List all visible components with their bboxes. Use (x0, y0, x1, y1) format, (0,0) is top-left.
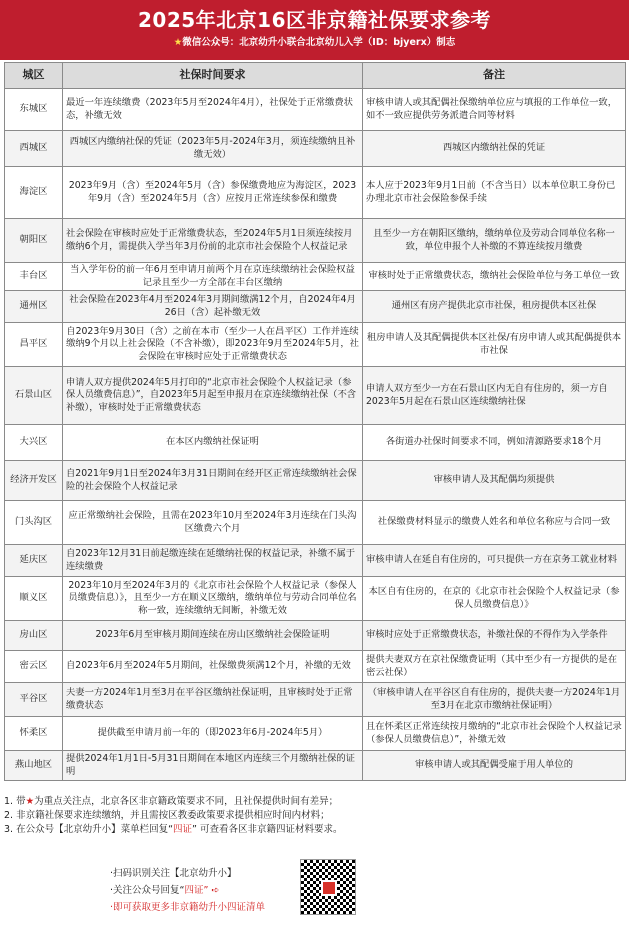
table-row (5, 651, 626, 683)
note-cell: 租房申请人及其配偶提供本区社保/有房申请人或其配偶提供本市社保 (363, 323, 626, 367)
footnote-2 (4, 809, 625, 823)
promo-line-3: ·即可获取更多非京籍幼升小四证清单 (110, 902, 266, 913)
note-cell: 通州区有房产提供北京市社保，租房提供本区社保 (363, 291, 626, 323)
table-row (5, 683, 626, 717)
requirements-table (4, 62, 626, 781)
footnote-1 (4, 795, 625, 809)
table-row (5, 621, 626, 651)
column-header-note: 备注 (363, 63, 626, 89)
district-cell: 怀柔区 (5, 717, 63, 751)
requirement-cell: 自2023年12月31日前起缴连续在延缴纳社保的权益记录，补缴不属于连续缴费 (63, 545, 363, 577)
district-cell: 平谷区 (5, 683, 63, 717)
district-cell: 海淀区 (5, 167, 63, 219)
note-cell: 社保缴费材料显示的缴费人姓名和单位名称应与合同一致 (363, 501, 626, 545)
promo-line-2-suffix: ” ➪ (203, 885, 220, 896)
footnote-text: 非京籍社保要求连续缴纳，并且需按区教委政策要求提供相应时间内材料； (16, 810, 330, 821)
table-row (5, 131, 626, 167)
requirement-cell: 自2023年6月至2024年5月期间，社保缴费须满12个月，补缴的无效 (63, 651, 363, 683)
column-header-requirement: 社保时间要求 (63, 63, 363, 89)
table-row (5, 577, 626, 621)
star-icon: ★ (25, 796, 35, 807)
district-cell: 顺义区 (5, 577, 63, 621)
note-cell: 审核时处于正常缴费状态，缴纳社会保险单位与务工单位一致 (363, 263, 626, 291)
footnote-text: 在公众号【北京幼升小】菜单栏回复“ (16, 824, 174, 835)
district-cell: 延庆区 (5, 545, 63, 577)
district-cell: 朝阳区 (5, 219, 63, 263)
requirement-cell: 应正常缴纳社会保险，且需在2023年10月至2024年3月连续在门头沟区缴费六个月 (63, 501, 363, 545)
footnote-prefix: 3. (4, 824, 17, 835)
requirement-cell: 在本区内缴纳社保证明 (63, 425, 363, 461)
district-cell: 丰台区 (5, 263, 63, 291)
promo-line-2-prefix: ·关注公众号回复“ (110, 885, 185, 896)
column-header-district: 城区 (5, 63, 63, 89)
requirement-cell: 申请人双方提供2024年5月打印的“北京市社会保险个人权益记录（参保人员缴费信息）”，自2023年5月起至申报月在京连续缴纳社保（不含补缴），审核时处于正常缴费状态 (63, 367, 363, 425)
promo-section (0, 855, 629, 928)
subtitle-text: 微信公众号：北京幼升小联合北京幼儿入学（ID：bjyerx）制志 (182, 37, 456, 48)
footnote-suffix: ” 可查看各区非京籍四证材料要求。 (192, 824, 343, 835)
note-cell: 本区自有住房的，在京的《北京市社会保险个人权益记录（参保人员缴费信息）》 (363, 577, 626, 621)
page-subtitle (0, 33, 629, 51)
table-row (5, 461, 626, 501)
district-cell: 石景山区 (5, 367, 63, 425)
note-cell: 本人应于2023年9月1日前（不含当日）以本单位职工身份已办理北京市社会保险参保手续 (363, 167, 626, 219)
star-icon: ★ (173, 37, 183, 48)
note-cell: 申请人双方至少一方在石景山区内无自有住房的，须一方自2023年5月起在石景山区连续缴纳社保 (363, 367, 626, 425)
table-header-row (5, 63, 626, 89)
footnote-prefix: 1. 带 (4, 796, 26, 807)
footnotes (4, 795, 625, 837)
note-cell: 且在怀柔区正常连续按月缴纳的“北京市社会保险个人权益记录（参保人员缴费信息）”，补缴无效 (363, 717, 626, 751)
note-cell: 西城区内缴纳社保的凭证 (363, 131, 626, 167)
district-cell: 房山区 (5, 621, 63, 651)
promo-line-1: ·扫码识别关注【北京幼升小】 (110, 868, 237, 879)
district-cell: 大兴区 (5, 425, 63, 461)
requirement-cell: 提供截至申请月前一年的（即2023年6月-2024年5月） (63, 717, 363, 751)
district-cell: 通州区 (5, 291, 63, 323)
footnote-prefix: 2. (4, 810, 17, 821)
requirement-cell: 社会保险在审核时应处于正常缴费状态，至2024年5月1日须连续按月缴纳6个月，需提供入学当年3月份前的北京市社会保险个人权益记录 (63, 219, 363, 263)
requirement-cell: 当入学年份的前一年6月至申请月前两个月在京连续缴纳社会保险权益记录且至少一方全部在丰台区缴纳 (63, 263, 363, 291)
table-row (5, 167, 626, 219)
table-row (5, 323, 626, 367)
table-row (5, 263, 626, 291)
district-cell: 门头沟区 (5, 501, 63, 545)
note-cell: 审核申请人或其配偶社保缴纳单位应与填报的工作单位一致，如不一致应提供劳务派遣合同等材料 (363, 89, 626, 131)
requirement-cell: 2023年6月至审核月期间连续在房山区缴纳社会保险证明 (63, 621, 363, 651)
footnote-3 (4, 823, 625, 837)
district-cell: 经济开发区 (5, 461, 63, 501)
requirement-cell: 西城区内缴纳社保的凭证（2023年5月-2024年3月，须连续缴纳且补缴无效） (63, 131, 363, 167)
requirement-cell: 自2023年9月30日（含）之前在本市（至少一人在昌平区）工作并连续缴纳9个月以上社会保险（不含补缴），即2023年9月至2024年5月，社会保险在审核时应处于正常缴费状态 (63, 323, 363, 367)
requirement-cell: 自2021年9月1日至2024年3月31日期间在经开区正常连续缴纳社会保险的社会保险个人权益记录 (63, 461, 363, 501)
note-cell: 审核时应处于正常缴费状态，补缴社保的不得作为入学条件 (363, 621, 626, 651)
district-cell: 燕山地区 (5, 751, 63, 781)
requirement-cell: 最近一年连续缴费（2023年5月至2024年4月），社保处于正常缴费状态，补缴无效 (63, 89, 363, 131)
district-cell: 昌平区 (5, 323, 63, 367)
table-row (5, 717, 626, 751)
qr-code-icon[interactable] (300, 859, 356, 915)
note-cell: 审核申请人或其配偶受雇于用人单位的 (363, 751, 626, 781)
page-title: 2025年北京16区非京籍社保要求参考 (138, 8, 491, 32)
requirement-cell: 社会保险在2023年4月至2024年3月期间缴满12个月，自2024年4月26日（含）起补缴无效 (63, 291, 363, 323)
note-cell: 审核申请人及其配偶均须提供 (363, 461, 626, 501)
table-row (5, 425, 626, 461)
table-row (5, 367, 626, 425)
table-row (5, 501, 626, 545)
page-header (0, 0, 629, 60)
qr-logo-icon (321, 880, 337, 896)
footnote-highlight: 四证 (173, 824, 193, 835)
table-row (5, 291, 626, 323)
table-row (5, 545, 626, 577)
requirement-cell: 夫妻一方2024年1月至3月在平谷区缴纳社保证明，且审核时处于正常缴费状态 (63, 683, 363, 717)
district-cell: 西城区 (5, 131, 63, 167)
promo-line-2-highlight: 四证 (184, 885, 204, 896)
promo-line-2 (110, 882, 265, 899)
promo-lines (110, 865, 265, 916)
requirement-cell: 提供2024年1月1日-5月31日期间在本地区内连续三个月缴纳社保的证明 (63, 751, 363, 781)
requirement-cell: 2023年9月（含）至2024年5月（含）参保缴费地应为海淀区，2023年9月（含）至2024年5月（含）应按月正常连续参保和缴费 (63, 167, 363, 219)
note-cell: 各街道办社保时间要求不同，例如清源路要求18个月 (363, 425, 626, 461)
note-cell: 且至少一方在朝阳区缴纳，缴纳单位及劳动合同单位名称一致，单位申报个人补缴的不算连续按月缴费 (363, 219, 626, 263)
requirement-cell: 2023年10月至2024年3月的《北京市社会保险个人权益记录（参保人员缴费信息）》，且至少一方在顺义区缴纳，缴纳单位与劳动合同单位名称一致，连续缴纳无间断，补缴无效 (63, 577, 363, 621)
table-row (5, 751, 626, 781)
note-cell: （审核申请人在平谷区自有住房的，提供夫妻一方2024年1月至3月在北京市缴纳社保证明） (363, 683, 626, 717)
table-row (5, 219, 626, 263)
footnote-text: 为重点关注点，北京各区非京籍政策要求不同，且社保提供时间有差异； (34, 796, 339, 807)
note-cell: 审核申请人在延自有住房的，可只提供一方在京务工就业材料 (363, 545, 626, 577)
district-cell: 东城区 (5, 89, 63, 131)
table-row (5, 89, 626, 131)
note-cell: 提供夫妻双方在京社保缴费证明（其中至少有一方提供的是在密云社保） (363, 651, 626, 683)
district-cell: 密云区 (5, 651, 63, 683)
